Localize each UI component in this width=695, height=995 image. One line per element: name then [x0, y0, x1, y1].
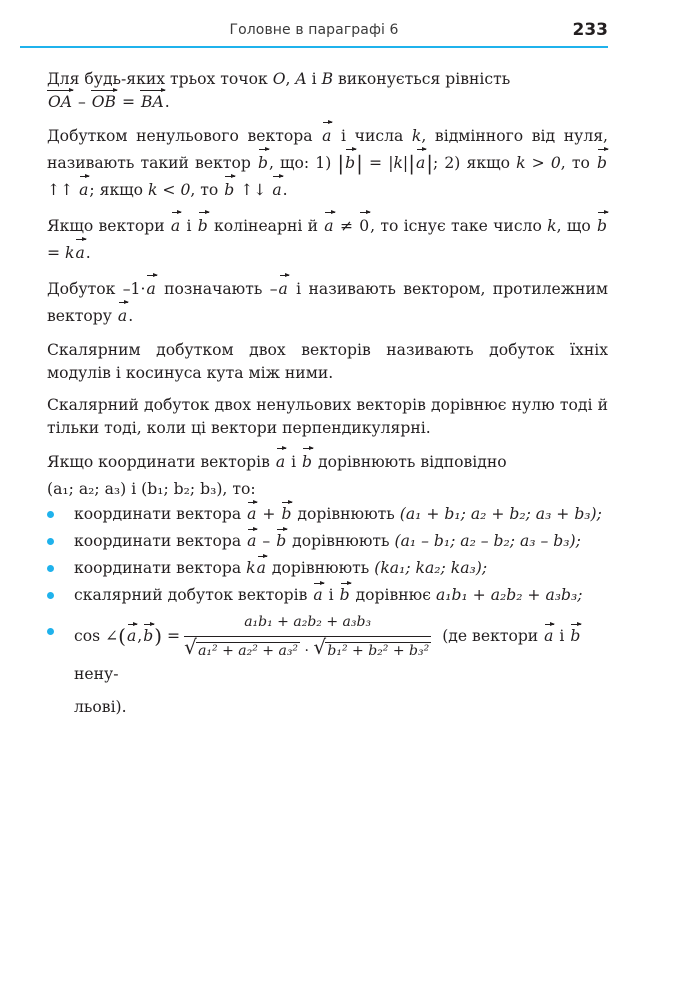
list-item-scalar-multiple: координати вектора ka дорівнюють (ka₁; ka₂; ka₃); — [47, 557, 608, 580]
vector-b: b — [197, 213, 209, 240]
list-item-dot-product: скалярний добуток векторів a і b дорівнює a₁b₁ + a₂b₂ + a₃b₃; — [47, 584, 608, 607]
list-item-difference: координати вектора a – b дорівнюють (a₁ – b₁; a₂ – b₂; a₃ – b₃); — [47, 530, 608, 553]
vector-a: a — [126, 625, 137, 648]
paragraph-coordinates-intro: Якщо координати векторів a і b дорівнюють відповідно (a₁; a₂; a₃) і (b₁; b₂; b₃), то: — [47, 449, 608, 503]
sqrt-icon: √ — [184, 635, 197, 659]
paragraph-dot-product-definition: Скалярним добутком двох векторів називають добуток їхніх модулів і косинуса кута між ними. — [47, 341, 608, 382]
page-header — [20, 0, 608, 48]
vector-b: b — [301, 449, 313, 476]
vector-a: a — [323, 213, 334, 240]
paragraph-opposite-vector: Добуток –1·a позначають –a і називають вектором, протилежним вектору a. — [47, 276, 608, 330]
vector-a: a — [275, 449, 286, 476]
bullet-icon — [47, 511, 54, 518]
vector-a: a — [543, 625, 554, 648]
cosine-fraction — [184, 611, 431, 663]
bullet-icon — [47, 565, 54, 572]
vector-b: b — [569, 625, 581, 648]
vector-b: b — [275, 530, 287, 553]
vector-a: a — [170, 213, 181, 240]
vector-b: b — [257, 150, 269, 177]
vector-b: b — [142, 625, 154, 648]
bullet-icon — [47, 592, 54, 599]
vector-a: a — [246, 503, 257, 526]
bullet-icon — [47, 538, 54, 545]
fraction-numerator: a₁b₁ + a₂b₂ + a₃b₃ — [184, 611, 431, 637]
opposite-direction-symbol: ↑↓ — [235, 181, 272, 199]
vector-b: b — [280, 503, 292, 526]
page-content — [47, 68, 608, 723]
vector-a: a — [312, 584, 323, 607]
vector-a: a — [145, 276, 156, 303]
vector-b: b — [339, 584, 351, 607]
header-rule — [20, 46, 608, 48]
zero-vector: 0 — [358, 213, 370, 240]
paragraph-collinear-vectors: Якщо вектори a і b колінеарні й a ≠ 0, то існує таке число k, що b = ka. — [47, 213, 608, 267]
vector-a: a — [74, 240, 85, 267]
paragraph-scalar-multiplication: Добутком ненульового вектора a і числа k, відмінного від нуля, називають такий вектор b, що: 1) |b| = |k||a|; 2) якщо k > 0, то b ↑↑ a; якщо k < 0, то b ↑↓ a. — [47, 123, 608, 204]
vector-a: a — [78, 177, 89, 204]
vector-a: a — [415, 150, 426, 177]
vector-a: a — [256, 557, 267, 580]
vector-a: a — [271, 177, 282, 204]
vector-b: b — [596, 150, 608, 177]
page-number: 233 — [572, 20, 608, 40]
paragraph-perpendicular-condition: Скалярний добуток двох ненульових векторів дорівнює нулю тоді й тільки тоді, коли ці вектори перпендикулярні. — [47, 396, 608, 437]
list-item-sum: координати вектора a + b дорівнюють (a₁ + b₁; a₂ + b₂; a₃ + b₃); — [47, 503, 608, 526]
vector-a: a — [117, 303, 128, 330]
vector-b: b — [223, 177, 235, 204]
sqrt-icon: √ — [313, 635, 327, 659]
vector-BA: BA — [140, 91, 165, 114]
vector-OB: OB — [91, 91, 117, 114]
vector-OA: OA — [47, 91, 73, 114]
bullet-icon — [47, 628, 54, 635]
vector-b: b — [596, 213, 608, 240]
running-header-title: Головне в параграфі 6 — [229, 22, 399, 38]
paragraph-vector-difference: Для будь-яких трьох точок O, A і B виконується рівність OA – OB = BA. — [47, 68, 608, 114]
fraction-denominator: √ a₁² + a₂² + a₃² · √ b₁² + b₂² + b₃² — [184, 635, 430, 659]
vector-a: a — [321, 123, 332, 150]
coordinate-rules-list — [47, 503, 608, 719]
codirected-symbol: ↑↑ — [47, 181, 79, 199]
vector-a: a — [278, 276, 289, 303]
vector-b: b — [344, 150, 356, 177]
list-item-cosine-formula: cos ∠(a,b) = a₁b₁ + a₂b₂ + a₃b₃ √ a₁² + a₂² + a₃² · √ b₁² + b₂² + b₃² (де вектори a і b нену- льові). — [47, 611, 608, 719]
vector-a: a — [246, 530, 257, 553]
